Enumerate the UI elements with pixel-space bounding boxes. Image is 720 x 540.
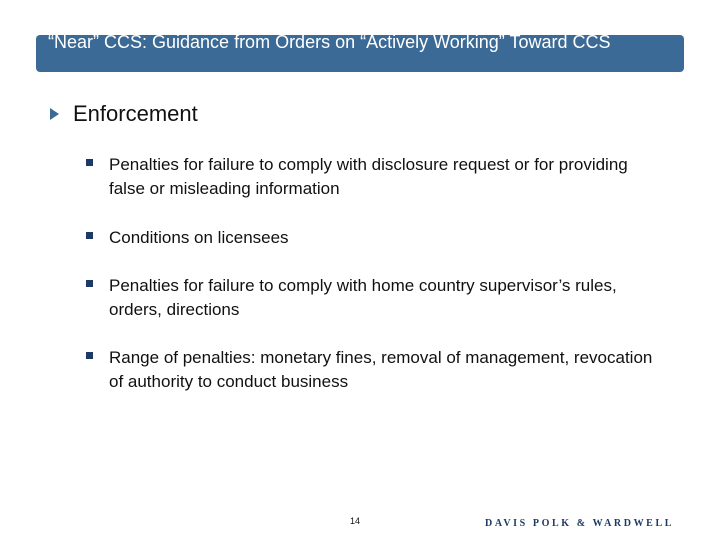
list-item (86, 346, 666, 394)
square-bullet-icon (86, 232, 93, 239)
slide-title: “Near” CCS: Guidance from Orders on “Actively Working” Toward CCS (48, 35, 611, 52)
triangle-right-icon (50, 108, 59, 120)
bullet-text: Range of penalties: monetary fines, removal of management, revocation of authority to conduct business (109, 348, 653, 391)
section-heading: Enforcement (73, 101, 198, 126)
page-number: 14 (350, 516, 361, 526)
bullet-text: Conditions on licensees (109, 228, 289, 247)
list-item (86, 274, 666, 322)
list-item (86, 226, 666, 250)
title-bar (36, 35, 684, 72)
square-bullet-icon (86, 352, 93, 359)
square-bullet-icon (86, 280, 93, 287)
bullet-text: Penalties for failure to comply with home country supervisor’s rules, orders, directions (109, 276, 617, 319)
square-bullet-icon (86, 159, 93, 166)
heading-row (50, 100, 198, 128)
bullet-text: Penalties for failure to comply with disclosure request or for providing false or misleading information (109, 155, 628, 198)
list-item (86, 153, 666, 201)
firm-logo: DAVIS POLK & WARDWELL (485, 518, 674, 529)
